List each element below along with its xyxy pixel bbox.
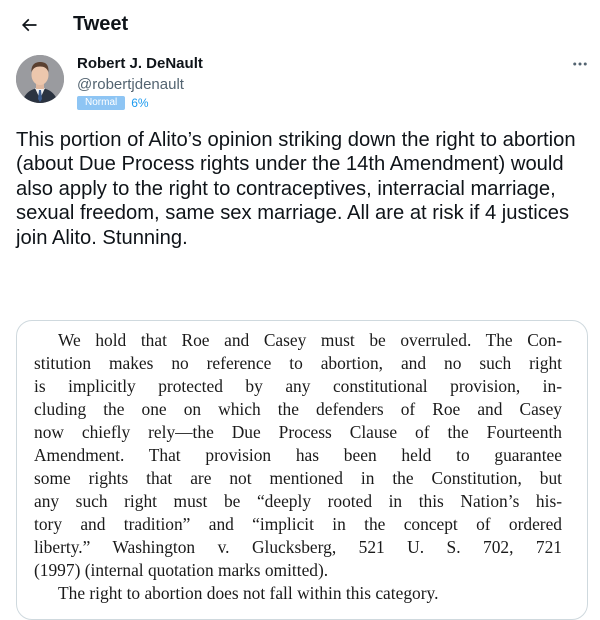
document-line: some rights that are not mentioned in the Constitution, but xyxy=(34,468,562,488)
label-row xyxy=(77,95,149,111)
document-line: liberty.” Washington v. Glucksberg, 521 U. S. 702, 721 xyxy=(34,537,562,557)
page-title: Tweet xyxy=(73,13,129,35)
document-excerpt xyxy=(34,329,562,605)
back-button[interactable] xyxy=(12,8,46,42)
document-line: The right to abortion does not fall within this category. xyxy=(58,583,439,603)
document-line: stitution makes no reference to abortion, and no such right xyxy=(34,353,562,373)
tweet-media-image[interactable] xyxy=(16,320,588,620)
more-button[interactable] xyxy=(566,52,594,76)
profile-photo xyxy=(16,55,64,103)
document-line: (1997) (internal quotation marks omitted). xyxy=(34,560,329,580)
document-line: cluding the one on which the defenders of Roe and Casey xyxy=(34,399,562,419)
document-line: now chiefly rely—the Due Process Clause of the Fourteenth xyxy=(34,422,562,442)
tweet-header xyxy=(0,0,600,48)
tweet-text: This portion of Alito’s opinion striking down the right to abortion (about Due Process rights under the 14th Amendment) would also apply to the right to contraceptives, interracial marriage, sexual freedom, same sex marriage. All are at risk if 4 justices join Alito. Stunning. xyxy=(16,129,576,249)
badge-percent: 6% xyxy=(131,96,149,110)
author-handle[interactable]: @robertjdenault xyxy=(77,76,184,93)
avatar[interactable] xyxy=(16,55,64,103)
author-name[interactable]: Robert J. DeNault xyxy=(77,55,203,72)
document-line: any such right must be “deeply rooted in this Nation’s his- xyxy=(34,491,562,511)
arrow-left-icon xyxy=(19,15,39,35)
document-line: We hold that Roe and Casey must be overruled. The Con- xyxy=(58,330,562,350)
document-line: is implicitly protected by any constitutional provision, in- xyxy=(34,376,562,396)
more-horizontal-icon xyxy=(571,55,589,73)
document-line: tory and tradition” and “implicit in the concept of ordered xyxy=(34,514,562,534)
document-line: Amendment. That provision has been held to guarantee xyxy=(34,445,562,465)
status-badge: Normal xyxy=(77,96,125,110)
